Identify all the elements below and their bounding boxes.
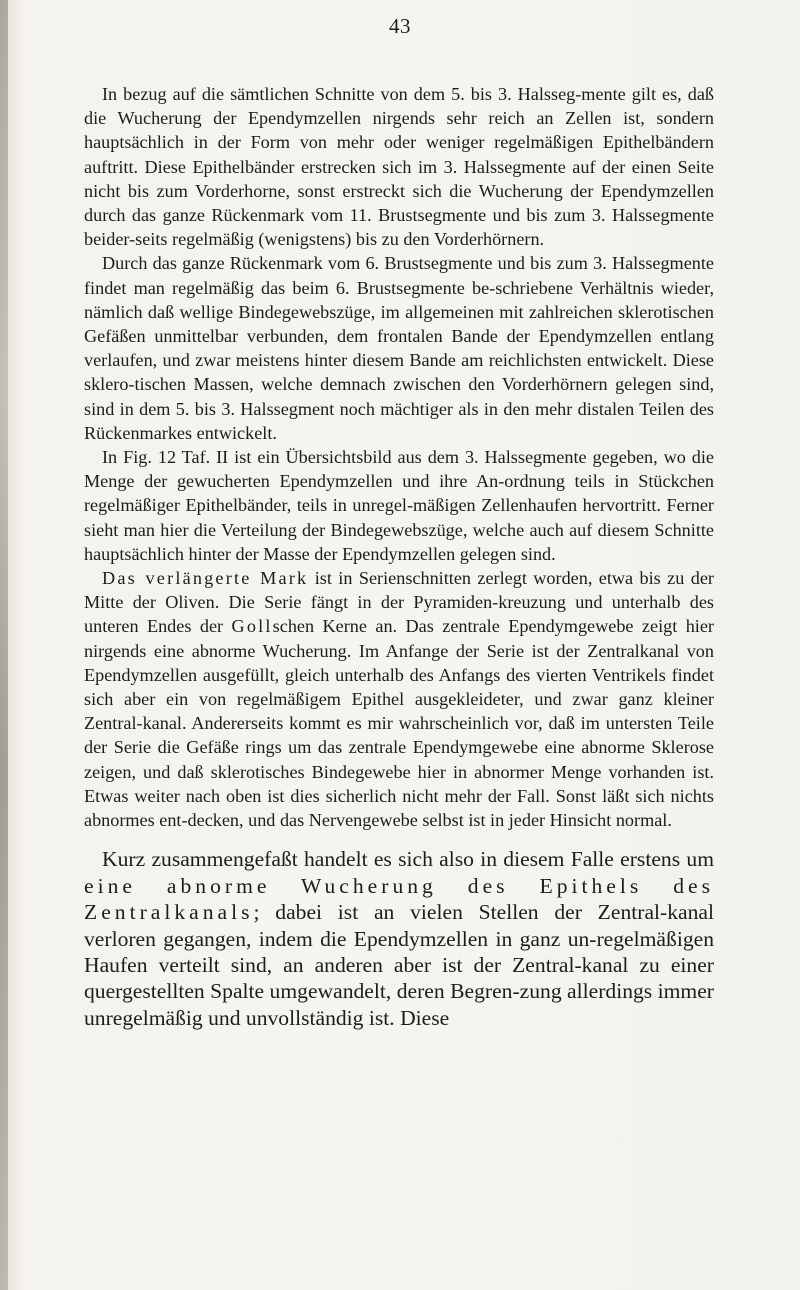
paragraph-1: In bezug auf die sämtlichen Schnitte von dem 5. bis 3. Halsseg-mente gilt es, daß die Wucherung der Ependymzellen nirgends sehr reich an Zellen ist, sondern hauptsächlich in der Form von mehr oder weniger regelmäßigen Epithelbändern auftritt. Diese Epithelbänder erstrecken sich im 3. Halssegmente auf der einen Seite nicht bis zum Vorderhorne, sonst erstreckt sich die Wucherung der Ependymzellen durch das ganze Rückenmark vom 11. Brustsegmente und bis zum 3. Halssegmente beider-seits regelmäßig (wenigstens) bis zu den Vorderhörnern. [84,84,714,250]
paragraph-4-text-a: ist in Serienschnitten zerlegt worden, etwa bis zu der Mitte der Oliven. Die Serie fängt in der Pyramiden-kreuzung und unterhalb des unteren Endes der [84,568,714,637]
page-number: 43 [389,14,411,38]
paragraph-2: Durch das ganze Rückenmark vom 6. Brustsegmente und bis zum 3. Halssegmente findet man regelmäßig das beim 6. Brustsegmente be-schriebene Verhältnis wieder, nämlich daß wellige Bindegewebszüge, im allgemeinen mit zahlreichen sklerotischen Gefäßen unmittelbar verbunden, dem frontalen Bande der Ependymzellen entlang verlaufen, und zwar meistens hinter diesem Bande am reichlichsten entwickelt. Diese sklero-tischen Massen, welche demnach zwischen den Vorderhörnern gelegen sind, sind in dem 5. bis 3. Halssegment noch mächtiger als in den mehr distalen Teilen des Rückenmarkes entwickelt. [84,253,714,443]
spaced-emphasis-epithel: eine abnorme Wucherung des Epithels des Zentralkanals [84,873,714,925]
binding-edge-shadow [0,0,8,1290]
paragraph-4 [84,566,714,832]
summary-text-a: Kurz zusammengefaßt handelt es sich also in diesem Falle erstens um [102,847,714,872]
paragraph-4-text-b: schen Kerne an. Das zentrale Ependymgewebe zeigt hier nirgends eine abnorme Wucherung. Im Anfange der Serie ist der Zentralkanal von Ependymzellen ausgefüllt, gleich unterhalb des Anfangs des vierten Ventrikels findet sich aber ein von regelmäßigem Epithel ausgekleideter, und zwar ganz kleiner Zentral-kanal. Andererseits kommt es mir wahrscheinlich vor, daß im untersten Teile der Serie die Gefäße rings um das zentrale Ependymgewebe eine abnorme Sklerose zeigen, und daß sklerotisches Bindegewebe hier in abnormer Menge vorhanden ist. Etwas weiter nach oben ist dies sicherlich nicht mehr der Fall. Sonst läßt sich nichts abnormes ent-decken, und das Nervengewebe selbst ist in jeder Hinsicht normal. [84,616,714,831]
summary-paragraph [84,846,714,1031]
summary-text-b: ; dabei ist an vielen Stellen der Zentral-kanal verloren gegangen, indem die Ependymzellen in ganz un-regelmäßigen Haufen verteilt sind, an anderen aber ist der Zentral-kanal zu einer quergestellten Spalte umgewandelt, deren Begren-zung allerdings immer unregelmäßig und unvollständig ist. Diese [84,900,714,1030]
spaced-heading-medulla: Das verlängerte Mark [102,568,309,589]
author-name-goll: Goll [231,616,273,637]
body-text [84,82,714,1031]
paragraph-3: In Fig. 12 Taf. II ist ein Übersichtsbild aus dem 3. Halssegmente gegeben, wo die Menge der gewucherten Ependymzellen und ihre An-ordnung teils in Stückchen regelmäßiger Epithelbänder, teils in unregel-mäßigen Zellenhaufen hervortritt. Ferner sieht man hier die Verteilung der Bindegewebszüge, welche auch auf diesem Schnitte hauptsächlich hinter der Masse der Ependymzellen gelegen sind. [84,447,714,564]
